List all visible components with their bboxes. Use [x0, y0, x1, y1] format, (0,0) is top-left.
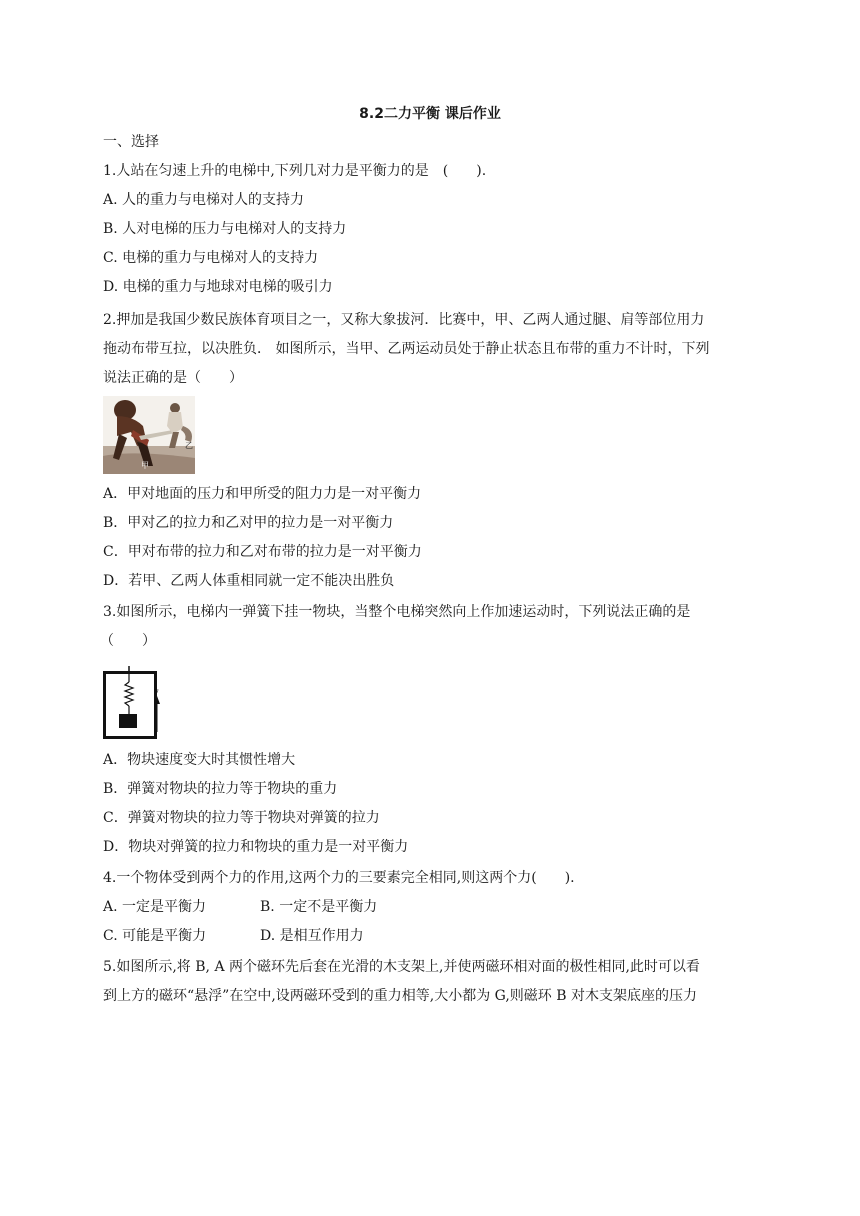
question-4-option-d: D. 是相互作用力: [260, 928, 364, 944]
question-2-stem-line-1: 2.押加是我国少数民族体育项目之一，又称大象拔河．比赛中，甲、乙两人通过腿、肩等部位用力: [103, 312, 705, 328]
question-4-stem: 4.一个物体受到两个力的作用,这两个力的三要素完全相同,则这两个力( ).: [103, 870, 575, 886]
question-2-option-c: C．甲对布带的拉力和乙对布带的拉力是一对平衡力: [103, 544, 422, 560]
question-4-options-row-1: [103, 897, 378, 917]
tug-of-war-photo: [103, 396, 195, 474]
question-3-option-a: A．物块速度变大时其惯性增大: [103, 752, 296, 768]
question-1-option-d: D. 电梯的重力与地球对电梯的吸引力: [103, 279, 333, 295]
block: [119, 714, 137, 728]
question-2-option-b: B．甲对乙的拉力和乙对甲的拉力是一对平衡力: [103, 515, 394, 531]
section-heading: 一、选择: [103, 134, 159, 150]
question-2-stem-line-2: 拖动布带互拉，以决胜负． 如图所示，当甲、乙两运动员处于静止状态且布带的重力不计时，下列: [103, 341, 710, 357]
question-3-stem-line-1: 3.如图所示，电梯内一弹簧下挂一物块，当整个电梯突然向上作加速运动时，下列说法正确的是: [103, 604, 691, 620]
question-1-option-a: A. 人的重力与电梯对人的支持力: [103, 192, 305, 208]
question-2-option-a: A．甲对地面的压力和甲所受的阻力力是一对平衡力: [103, 486, 422, 502]
label-yi: 乙: [185, 441, 193, 450]
spring-coil: [125, 682, 133, 706]
velocity-label: v: [154, 687, 159, 696]
question-3-stem-line-2: （ ）: [100, 633, 156, 649]
page-title: 8.2二力平衡 课后作业: [359, 106, 501, 122]
question-4-option-a: A. 一定是平衡力: [103, 899, 207, 915]
question-2-stem-line-3: 说法正确的是（ ）: [103, 370, 243, 386]
question-2-option-d: D．若甲、乙两人体重相同就一定不能决出胜负: [103, 573, 395, 589]
question-5-stem-line-2: 到上方的磁环“悬浮”在空中,设两磁环受到的重力相等,大小都为 G,则磁环 B 对木支架底座的压力: [103, 988, 697, 1004]
question-1-option-b: B. 人对电梯的压力与电梯对人的支持力: [103, 221, 347, 237]
label-jia: 甲: [141, 461, 149, 470]
question-4-option-c: C. 可能是平衡力: [103, 928, 207, 944]
question-5-stem-line-1: 5.如图所示,将 B, A 两个磁环先后套在光滑的木支架上,并使两磁环相对面的极性相同,此时可以看: [103, 959, 700, 975]
question-1-stem: 1.人站在匀速上升的电梯中,下列几对力是平衡力的是 ( ).: [103, 163, 487, 179]
question-3-option-b: B．弹簧对物块的拉力等于物块的重力: [103, 781, 338, 797]
question-3-option-d: D．物块对弹簧的拉力和物块的重力是一对平衡力: [103, 839, 409, 855]
question-1-option-c: C. 电梯的重力与电梯对人的支持力: [103, 250, 319, 266]
question-4-options-row-2: [103, 926, 364, 946]
question-3-option-c: C．弹簧对物块的拉力等于物块对弹簧的拉力: [103, 810, 380, 826]
athlete-yi-head: [170, 403, 180, 413]
elevator-spring-diagram: [103, 666, 165, 740]
question-4-option-b: B. 一定不是平衡力: [260, 899, 378, 915]
